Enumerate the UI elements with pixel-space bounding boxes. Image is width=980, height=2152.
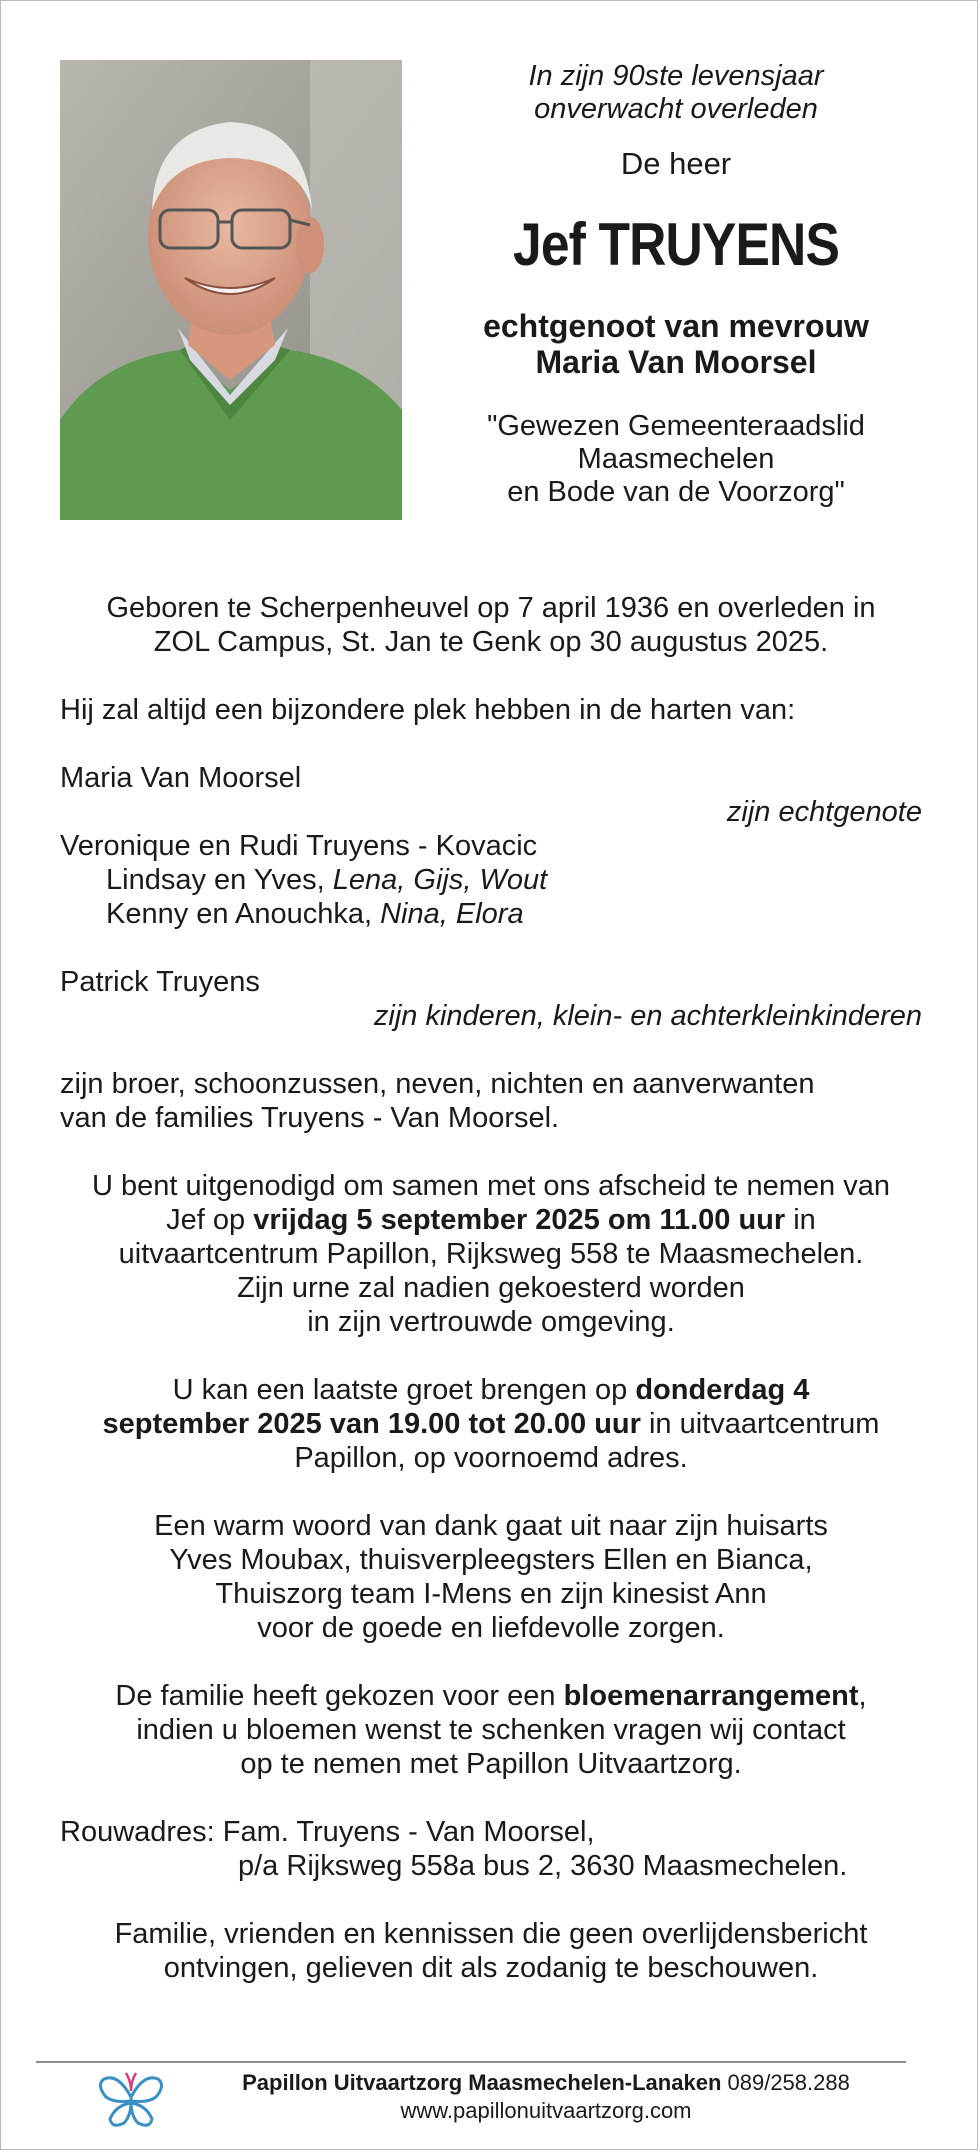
greeting-line-1 (60, 1373, 922, 1407)
intro-text (432, 60, 920, 509)
others-line-2: van de families Truyens - Van Moorsel. (60, 1102, 560, 1134)
greeting-line-2-post: in uitvaartcentrum (640, 1408, 880, 1440)
quote-line-1: "Gewezen Gemeenteraadslid (487, 410, 865, 442)
grandchildren-1-parents: Lindsay en Yves, (106, 864, 333, 896)
footer-phone: 089/258.288 (721, 2070, 850, 2095)
ceremony-line-2-post: in (785, 1204, 816, 1236)
child-1: Veronique en Rudi Truyens - Kovacic (60, 830, 538, 862)
closing-line-2: ontvingen, gelieven dit als zodanig te beschouwen. (163, 1952, 819, 1984)
flowers-line-2: indien u bloemen wenst te schenken vragen wij contact (136, 1714, 846, 1746)
ceremony-line-1: U bent uitgenodigd om samen met ons afscheid te nemen van (92, 1170, 890, 1202)
address-line-1: Rouwadres: Fam. Truyens - Van Moorsel, (60, 1816, 595, 1848)
deceased-name: Jef TRUYENS (512, 211, 840, 278)
ceremony-line-2 (60, 1203, 922, 1237)
flowers-line-1 (60, 1679, 922, 1713)
spouse-line-2: Maria Van Moorsel (535, 344, 817, 380)
honorific: De heer (620, 146, 732, 181)
birth-line-2: ZOL Campus, St. Jan te Genk op 30 augustus 2025. (153, 626, 829, 658)
footer-company-line (186, 2069, 906, 2097)
quote-line-2: Maasmechelen (577, 443, 775, 475)
funeral-home-footer (36, 2067, 906, 2147)
footer-company: Papillon Uitvaartzorg Maasmechelen-Lanaken (242, 2070, 722, 2095)
ceremony-line-5: in zijn vertrouwde omgeving. (307, 1306, 675, 1338)
grandchildren-1 (60, 863, 922, 897)
birth-line-1: Geboren te Scherpenheuvel op 7 april 1936 en overleden in (106, 592, 876, 624)
hearts-intro: Hij zal altijd een bijzondere plek hebben in de harten van: (60, 694, 796, 726)
thanks-section (60, 1509, 922, 1645)
grandchildren-2-parents: Kenny en Anouchka, (106, 898, 381, 930)
greeting-line-3: Papillon, op voornoemd adres. (294, 1442, 688, 1474)
children-role: zijn kinderen, klein- en achterkleinkinderen (373, 1000, 922, 1032)
birth-section (60, 591, 922, 659)
address-section (60, 1815, 922, 1883)
greeting-line-2 (60, 1407, 922, 1441)
grandchildren-1-kids: Lena, Gijs, Wout (332, 864, 548, 896)
thanks-line-4: voor de goede en liefdevolle zorgen. (257, 1612, 725, 1644)
greeting-line-1-pre: U kan een laatste groet brengen op (172, 1374, 636, 1406)
greeting-day: donderdag 4 (635, 1374, 810, 1406)
flowers-line-3: op te nemen met Papillon Uitvaartzorg. (240, 1748, 742, 1780)
thanks-line-2: Yves Moubax, thuisverpleegsters Ellen en Bianca, (169, 1544, 813, 1576)
flowers-line-1-pre: De familie heeft gekozen voor een (115, 1680, 564, 1712)
ceremony-line-4: Zijn urne zal nadien gekoesterd worden (237, 1272, 745, 1304)
ceremony-line-3: uitvaartcentrum Papillon, Rijksweg 558 te Maasmechelen. (118, 1238, 864, 1270)
address-line-2: p/a Rijksweg 558a bus 2, 3630 Maasmechelen. (238, 1850, 848, 1882)
footer-divider (36, 2061, 906, 2063)
grandchildren-2-kids: Nina, Elora (380, 898, 524, 930)
portrait-photo (60, 60, 402, 520)
obituary-header (60, 60, 920, 520)
ceremony-line-2-pre: Jef op (166, 1204, 254, 1236)
thanks-line-1: Een warm woord van dank gaat uit naar zijn huisarts (154, 1510, 828, 1542)
closing-section (60, 1917, 922, 1985)
butterfly-icon (96, 2069, 166, 2133)
greeting-datetime: september 2025 van 19.00 tot 20.00 uur (102, 1408, 641, 1440)
child-2: Patrick Truyens (60, 966, 260, 998)
obituary-body (60, 591, 922, 1985)
greeting-section (60, 1373, 922, 1475)
spouse-role: zijn echtgenote (726, 796, 922, 828)
ceremony-datetime: vrijdag 5 september 2025 om 11.00 uur (253, 1204, 786, 1236)
closing-line-1: Familie, vrienden en kennissen die geen overlijdensbericht (114, 1918, 868, 1950)
grandchildren-2 (60, 897, 922, 931)
age-line-2: onverwacht overleden (534, 93, 818, 125)
flowers-arrangement: bloemenarrangement (563, 1680, 859, 1712)
spouse-line-1: echtgenoot van mevrouw (483, 308, 869, 344)
footer-text (186, 2069, 906, 2125)
thanks-line-3: Thuiszorg team I-Mens en zijn kinesist Ann (215, 1578, 767, 1610)
flowers-line-1-post: , (858, 1680, 867, 1712)
quote-line-3: en Bode van de Voorzorg" (507, 476, 845, 508)
age-line-1: In zijn 90ste levensjaar (528, 60, 824, 92)
flowers-section (60, 1679, 922, 1781)
ceremony-section (60, 1169, 922, 1339)
footer-website[interactable]: www.papillonuitvaartzorg.com (400, 2098, 692, 2123)
others-line-1: zijn broer, schoonzussen, neven, nichten en aanverwanten (60, 1068, 815, 1100)
spouse-name: Maria Van Moorsel (60, 762, 302, 794)
